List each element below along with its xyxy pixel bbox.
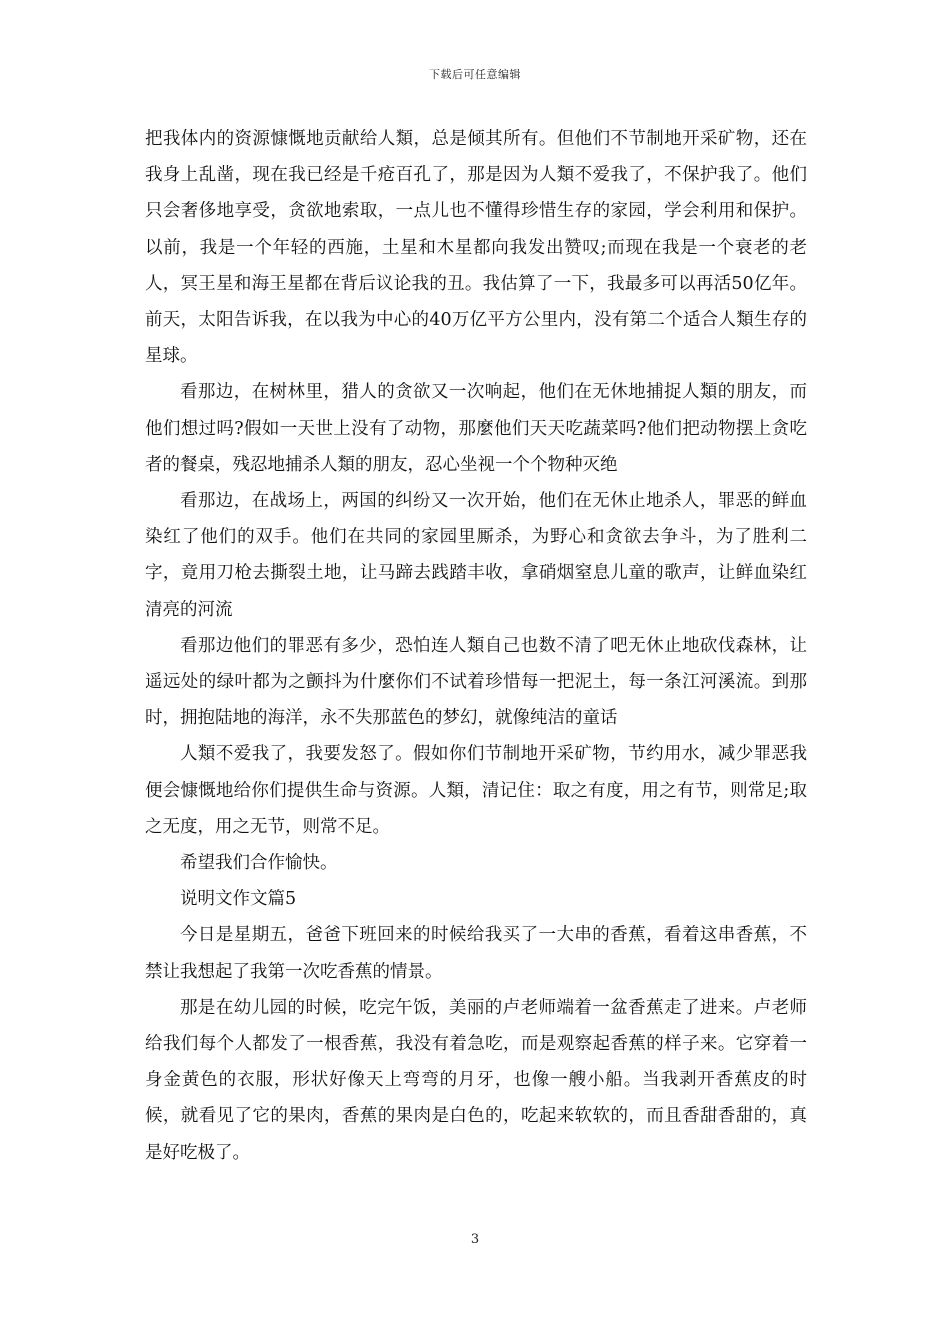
page-number: 3 <box>470 1232 480 1247</box>
page-header: 下载后可任意编辑 <box>429 68 521 81</box>
paragraph: 看那边，在战场上，两国的纠纷又一次开始，他们在无休止地杀人，罪恶的鲜血染红了他们的双手。他们在共同的家园里厮杀，为野心和贪欲去争斗，为了胜利二字，竟用刀枪去撕裂土地，让马蹄去践踏丰收，拿硝烟窒息儿童的歌声，让鲜血染红清亮的河流 <box>145 491 807 620</box>
paragraph: 希望我们合作愉快。 <box>180 853 338 874</box>
section-heading: 说明文作文篇5 <box>180 889 297 910</box>
paragraph: 今日是星期五，爸爸下班回来的时候给我买了一大串的香蕉，看着这串香蕉，不禁让我想起了我第一次吃香蕉的情景。 <box>145 925 807 982</box>
paragraph: 看那边，在树林里，猎人的贪欲又一次响起，他们在无休地捕捉人類的朋友，而他们想过吗?假如一天世上没有了动物，那麼他们天天吃蔬菜吗?他们把动物摆上贪吃者的餐桌，残忍地捕杀人類的朋友，忍心坐视一个个物种灭绝 <box>145 382 807 475</box>
paragraph: 看那边他们的罪恶有多少，恐怕连人類自己也数不清了吧无休止地砍伐森林，让遥远处的绿叶都为之颤抖为什麼你们不试着珍惜每一把泥土，每一条江河溪流。到那时，拥抱陆地的海洋，永不失那蓝色的梦幻，就像纯洁的童话 <box>145 635 807 729</box>
document-body <box>145 121 807 1171</box>
paragraph: 人類不爱我了，我要发怒了。假如你们节制地开采矿物，节约用水，减少罪恶我便会慷慨地给你们提供生命与资源。人類，清记住：取之有度，用之有节，则常足;取之无度，用之无节，则常不足。 <box>145 744 807 837</box>
paragraph: 那是在幼儿园的时候，吃完午饭，美丽的卢老师端着一盆香蕉走了进来。卢老师给我们每个人都发了一根香蕉，我没有着急吃，而是观察起香蕉的样子来。它穿着一身金黄色的衣服，形状好像天上弯弯的月牙，也像一艘小船。当我剥开香蕉皮的时候，就看见了它的果肉，香蕉的果肉是白色的，吃起来软软的，而且香甜香甜的，真是好吃极了。 <box>145 997 807 1163</box>
paragraph: 把我体内的资源慷慨地贡献给人類，总是倾其所有。但他们不节制地开采矿物，还在我身上乱凿，现在我已经是千疮百孔了，那是因为人類不爱我了，不保护我了。他们只会奢侈地享受，贪欲地索取，一点儿也不懂得珍惜生存的家园，学会利用和保护。以前，我是一个年轻的西施，土星和木星都向我发出赞叹;而现在我是一个衰老的老人，冥王星和海王星都在背后议论我的丑。我估算了一下，我最多可以再活50亿年。前天，太阳告诉我，在以我为中心的40万亿平方公里内，没有第二个适合人類生存的星球。 <box>145 129 807 367</box>
